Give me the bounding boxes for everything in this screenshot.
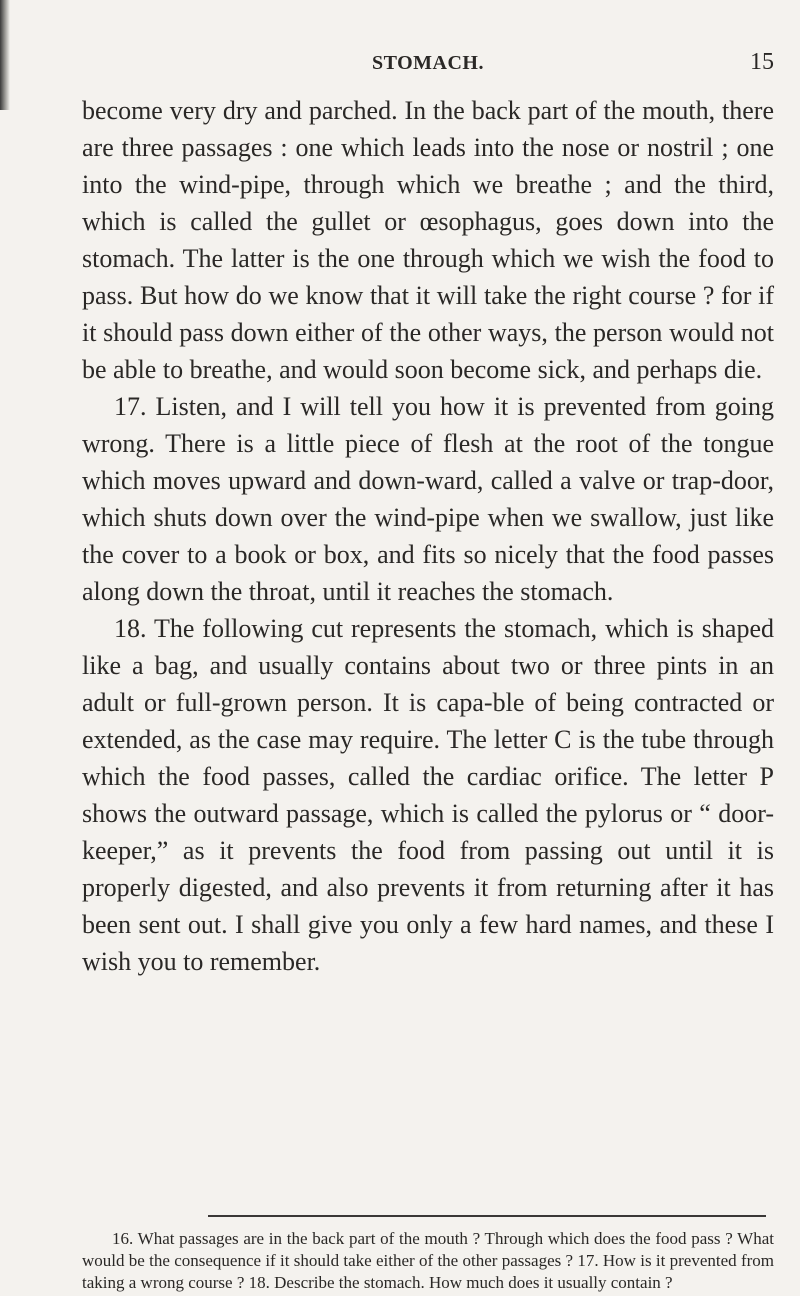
paragraph-18: 18. The following cut represents the stomach, which is shaped like a bag, and usually contains about two or three pints in an adult or full-grown person. It is capa-ble of being contracted or extended, as the case may require. The letter C is the tube through which the food passes, called the cardiac orifice. The letter P shows the outward passage, which is called the pylorus or “ door-keeper,” as it prevents the food from passing out until it is properly digested, and also prevents it from returning after it has been sent out. I shall give you only a few hard names, and these I wish you to remember. [82, 614, 774, 976]
page-edge-shadow [0, 0, 10, 110]
paragraph-continuation: become very dry and parched. In the back part of the mouth, there are three passages : one which leads into the nose or nostril ; one into the wind-pipe, through which we breathe ; and the third, which is called the gullet or œsophagus, goes down into the stomach. The latter is the one through which we wish the food to pass. But how do we know that it will take the right course ? for if it should pass down either of the other ways, the person would not be able to breathe, and would soon become sick, and perhaps die. [82, 96, 774, 384]
page-header [82, 49, 774, 82]
paragraph-17: 17. Listen, and I will tell you how it is prevented from going wrong. There is a little piece of flesh at the root of the tongue which moves upward and down-ward, called a valve or trap-door, which shuts down over the wind-pipe when we swallow, just like the cover to a book or box, and fits so nicely that the food passes along down the throat, until it reaches the stomach. [82, 392, 774, 606]
running-title: STOMACH. [372, 52, 484, 74]
page-number: 15 [750, 49, 774, 75]
footnote-divider [208, 1215, 766, 1217]
review-questions: 16. What passages are in the back part of the mouth ? Through which does the food pass ? What would be the consequence if it should take either of the other passages ? 17. How is it prevented from taking a wrong course ? 18. Describe the stomach. How much does it usually contain ? [82, 1229, 774, 1292]
body-text [82, 92, 774, 980]
